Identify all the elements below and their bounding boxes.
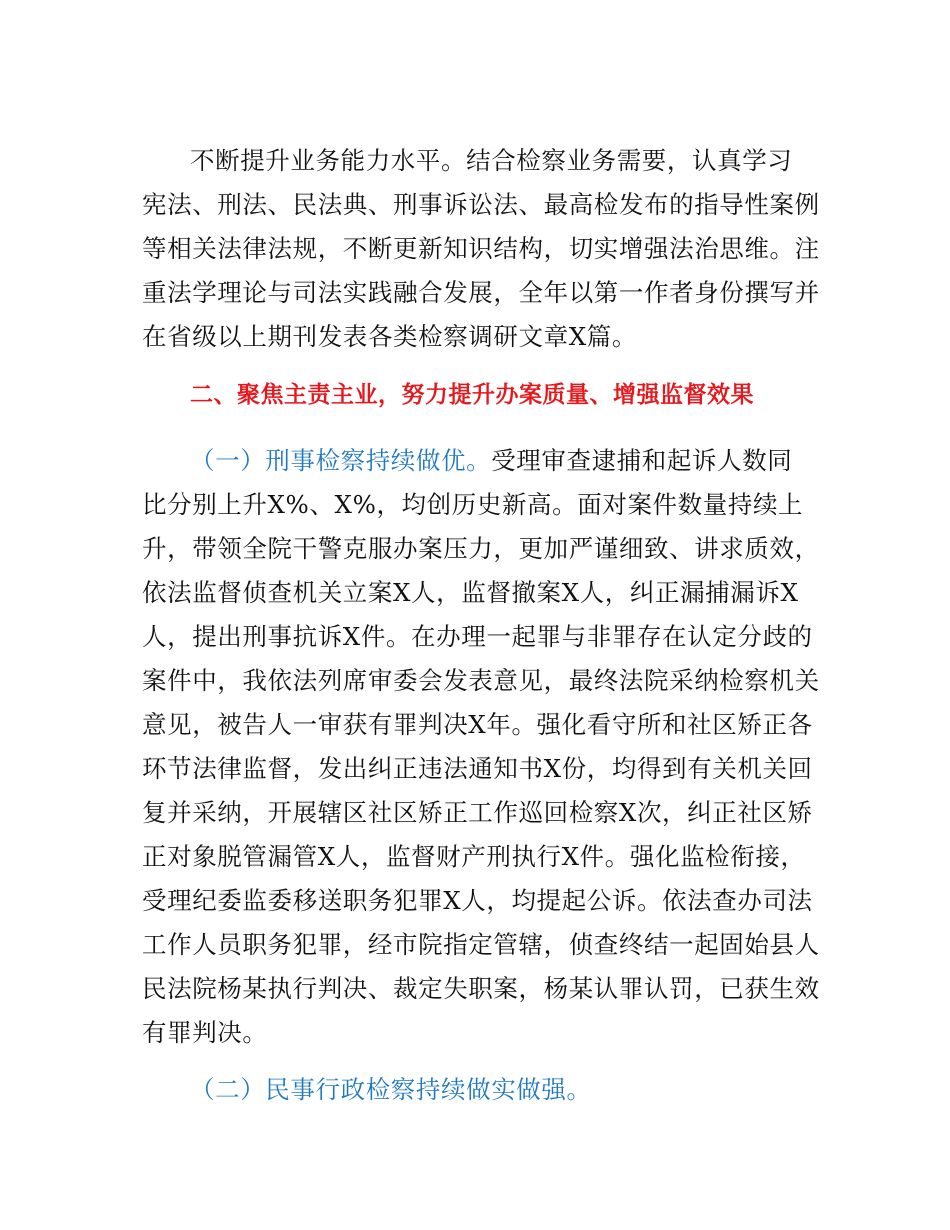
paragraph-line: 案件中，我依法列席审委会发表意见，最终法院采纳检察机关 [142, 666, 820, 695]
paragraph-line: 在省级以上期刊发表各类检察调研文章X篇。 [142, 322, 637, 351]
paragraph-line: 民法院杨某执行判决、裁定失职案，杨某认罪认罚，已获生效 [142, 974, 820, 1003]
paragraph-line: 等相关法律法规，不断更新知识结构，切实增强法治思维。注 [142, 234, 820, 263]
paragraph-line: 升，带领全院干警克服办案压力，更加严谨细致、讲求质效， [142, 534, 820, 563]
subsection-first-line-text: 受理审查逮捕和起诉人数同 [491, 446, 793, 475]
paragraph-line: 有罪判决。 [142, 1018, 268, 1047]
paragraph-line: 复并采纳，开展辖区社区矫正工作巡回检察X次，纠正社区矫 [142, 798, 813, 827]
paragraph-line: 环节法律监督，发出纠正违法通知书X份，均得到有关机关回 [142, 754, 813, 783]
paragraph-line: 重法学理论与司法实践融合发展，全年以第一作者身份撰写并 [142, 278, 820, 307]
paragraph-line: 依法监督侦查机关立案X人，监督撤案X人，纠正漏捕漏诉X [142, 578, 799, 607]
paragraph-line: 比分别上升X%、X%，均创历史新高。面对案件数量持续上 [142, 490, 804, 519]
paragraph-line: 受理纪委监委移送职务犯罪X人，均提起公诉。依法查办司法 [142, 886, 813, 915]
paragraph-line: 正对象脱管漏管X人，监督财产刑执行X件。强化监检衔接， [142, 842, 806, 871]
subsection-title: （二）民事行政检察持续做实做强。 [190, 1075, 592, 1104]
paragraph-line: 宪法、刑法、民法典、刑事诉讼法、最高检发布的指导性案例 [142, 190, 820, 219]
subsection-title: （一）刑事检察持续做优。 [190, 446, 492, 475]
paragraph-line: 不断提升业务能力水平。结合检察业务需要，认真学习 [190, 146, 793, 175]
paragraph-line: 意见，被告人一审获有罪判决X年。强化看守所和社区矫正各 [142, 710, 813, 739]
subsection-first-line [190, 446, 792, 476]
paragraph-line: 工作人员职务犯罪，经市院指定管辖，侦查终结一起固始县人 [142, 930, 820, 959]
section-heading: 二、聚焦主责主业，努力提升办案质量、增强监督效果 [190, 382, 754, 408]
paragraph-line: 人，提出刑事抗诉X件。在办理一起罪与非罪存在认定分歧的 [142, 622, 813, 651]
